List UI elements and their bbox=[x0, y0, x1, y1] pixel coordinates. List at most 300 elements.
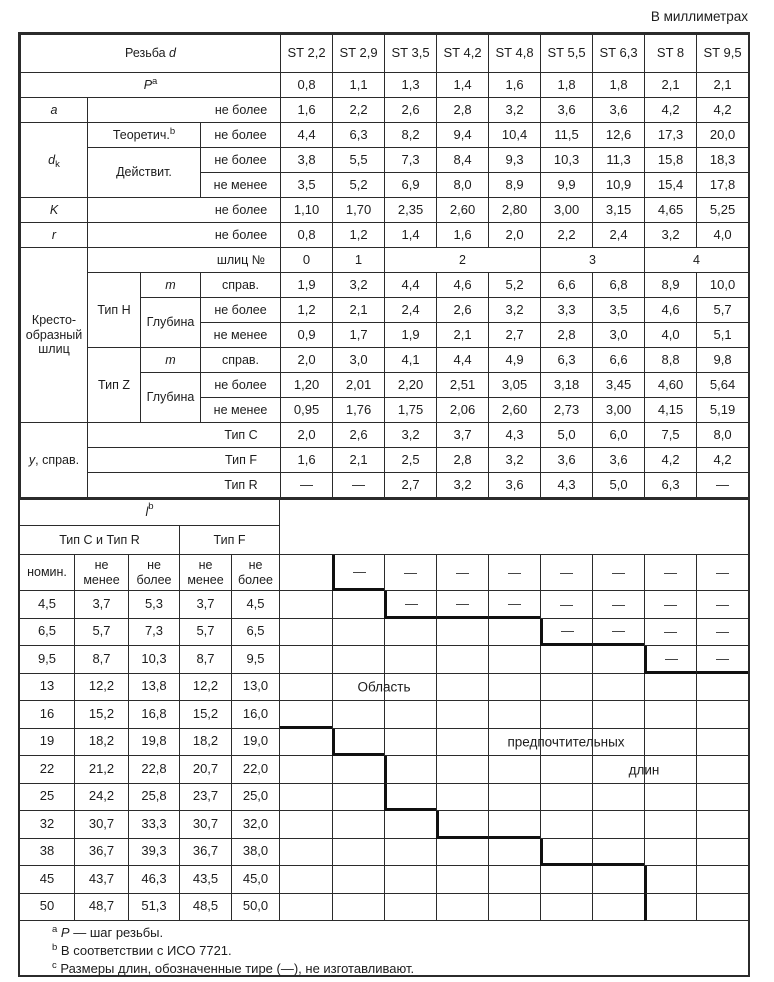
nominal-length-cell: 32 bbox=[20, 811, 75, 839]
dash-cell: — bbox=[644, 591, 696, 619]
upper-table-body bbox=[21, 35, 749, 498]
label-cell: 3 bbox=[541, 248, 645, 273]
value-cell: 11,5 bbox=[541, 123, 593, 148]
label-cell: не более bbox=[201, 373, 281, 398]
value-cell: 3,5 bbox=[593, 298, 645, 323]
label-cell: m bbox=[141, 273, 201, 298]
grid-cell bbox=[280, 646, 332, 674]
grid-cell bbox=[644, 674, 696, 702]
grid-cell bbox=[436, 894, 488, 922]
nominal-length-cell: 13 bbox=[20, 674, 75, 702]
cross-recess-label: Кресто-образный шлиц bbox=[21, 248, 88, 423]
label-cell bbox=[88, 448, 281, 473]
value-cell: 17,8 bbox=[697, 173, 749, 198]
value-cell: 2,2 bbox=[333, 98, 385, 123]
label-cell: не более bbox=[201, 123, 281, 148]
upper-table bbox=[20, 34, 749, 498]
nominal-length-cell: 50 bbox=[20, 894, 75, 922]
dash-cell: — bbox=[644, 646, 696, 674]
value-cell: 17,3 bbox=[645, 123, 697, 148]
grid-cell bbox=[332, 811, 384, 839]
k-label: K bbox=[21, 198, 88, 223]
value-cell: 1,76 bbox=[333, 398, 385, 423]
table-row bbox=[21, 223, 749, 248]
value-cell: 13,0 bbox=[232, 674, 280, 702]
value-cell: 1,2 bbox=[333, 223, 385, 248]
grid-cell bbox=[488, 784, 540, 812]
value-cell: 8,7 bbox=[180, 646, 232, 674]
value-cell: 3,6 bbox=[593, 448, 645, 473]
value-cell: ST 3,5 bbox=[385, 35, 437, 73]
value-cell: 4,4 bbox=[385, 273, 437, 298]
grid-cell bbox=[384, 866, 436, 894]
a-label: a bbox=[21, 98, 88, 123]
value-cell: 1,20 bbox=[281, 373, 333, 398]
preferred-region-label: предпочтительных bbox=[507, 734, 625, 750]
value-cell: 8,4 bbox=[437, 148, 489, 173]
dash-cell: — bbox=[696, 591, 748, 619]
dash-cell: — bbox=[384, 555, 436, 591]
grid-cell bbox=[488, 756, 540, 784]
value-cell: 2,06 bbox=[437, 398, 489, 423]
label-cell: Действит. bbox=[88, 148, 201, 198]
table-row bbox=[21, 198, 749, 223]
value-cell: — bbox=[697, 473, 749, 498]
label-text: Тип R bbox=[224, 477, 258, 492]
value-cell: 25,0 bbox=[232, 784, 280, 812]
grid-cell bbox=[436, 811, 488, 839]
value-cell: 2,8 bbox=[541, 323, 593, 348]
value-cell: 8,0 bbox=[437, 173, 489, 198]
value-cell: 0,9 bbox=[281, 323, 333, 348]
column-header: не менее bbox=[180, 555, 232, 591]
value-cell: 1 bbox=[333, 248, 385, 273]
grid-cell bbox=[696, 811, 748, 839]
grid-cell bbox=[696, 894, 748, 922]
value-cell: 12,2 bbox=[180, 674, 232, 702]
value-cell: 10,9 bbox=[593, 173, 645, 198]
value-cell: 1,6 bbox=[437, 223, 489, 248]
value-cell: 4,3 bbox=[541, 473, 593, 498]
value-cell: ST 5,5 bbox=[541, 35, 593, 73]
value-cell: 3,7 bbox=[180, 591, 232, 619]
grid-cell bbox=[696, 674, 748, 702]
grid-cell bbox=[696, 866, 748, 894]
value-cell: 3,2 bbox=[385, 423, 437, 448]
value-cell: 7,3 bbox=[385, 148, 437, 173]
label-text: шлиц № bbox=[216, 252, 266, 267]
table-row bbox=[21, 148, 749, 173]
grid-cell bbox=[384, 839, 436, 867]
grid-cell bbox=[644, 729, 696, 757]
value-cell: 3,45 bbox=[593, 373, 645, 398]
value-cell: 4,60 bbox=[645, 373, 697, 398]
grid-cell bbox=[332, 729, 384, 757]
value-cell: 4,5 bbox=[232, 591, 280, 619]
value-cell: 4,6 bbox=[645, 298, 697, 323]
value-cell: 1,7 bbox=[333, 323, 385, 348]
dash-cell: — bbox=[696, 646, 748, 674]
length-availability-grid bbox=[280, 500, 748, 921]
grid-cell bbox=[332, 839, 384, 867]
nominal-length-cell: 16 bbox=[20, 701, 75, 729]
dk-label: $d_k$ bbox=[21, 123, 88, 198]
grid-cell bbox=[696, 839, 748, 867]
label-text: Тип F bbox=[225, 452, 257, 467]
grid-cell bbox=[488, 811, 540, 839]
grid-cell bbox=[592, 674, 644, 702]
value-cell: 5,3 bbox=[129, 591, 180, 619]
value-cell: 6,6 bbox=[593, 348, 645, 373]
nominal-length-cell: 45 bbox=[20, 866, 75, 894]
value-cell: 8,9 bbox=[645, 273, 697, 298]
value-cell: 2,35 bbox=[385, 198, 437, 223]
nominal-length-cell: 25 bbox=[20, 784, 75, 812]
value-cell: 5,7 bbox=[697, 298, 749, 323]
lengths-table bbox=[20, 500, 280, 921]
value-cell: 4,2 bbox=[645, 98, 697, 123]
grid-cell bbox=[280, 866, 332, 894]
grid-cell bbox=[644, 811, 696, 839]
grid-cell bbox=[384, 646, 436, 674]
value-cell: 18,2 bbox=[75, 729, 129, 757]
value-cell: 36,7 bbox=[75, 839, 129, 867]
value-cell: 3,6 bbox=[541, 448, 593, 473]
value-cell: ST 8 bbox=[645, 35, 697, 73]
preferred-region-label: длин bbox=[628, 762, 660, 778]
value-cell: 0 bbox=[281, 248, 333, 273]
value-cell: 9,4 bbox=[437, 123, 489, 148]
dash-cell: — bbox=[592, 555, 644, 591]
value-cell: 4,1 bbox=[385, 348, 437, 373]
grid-cell bbox=[332, 784, 384, 812]
grid-cell bbox=[280, 756, 332, 784]
value-cell: 2,8 bbox=[437, 98, 489, 123]
grid-cell bbox=[280, 555, 332, 591]
value-cell: 1,4 bbox=[385, 223, 437, 248]
table-row bbox=[21, 98, 749, 123]
grid-cell bbox=[540, 839, 592, 867]
value-cell: 39,3 bbox=[129, 839, 180, 867]
grid-cell bbox=[540, 784, 592, 812]
dash-cell: — bbox=[488, 555, 540, 591]
value-cell: 10,3 bbox=[129, 646, 180, 674]
value-cell: 15,4 bbox=[645, 173, 697, 198]
value-cell: 1,6 bbox=[489, 73, 541, 98]
grid-cell bbox=[592, 894, 644, 922]
value-cell: 6,3 bbox=[645, 473, 697, 498]
value-cell: 20,7 bbox=[180, 756, 232, 784]
grid-cell bbox=[644, 866, 696, 894]
label-cell bbox=[88, 198, 281, 223]
label-cell: не более bbox=[201, 298, 281, 323]
footnote: $^a$ P — шаг резьбы. bbox=[52, 924, 164, 940]
value-cell: 5,0 bbox=[541, 423, 593, 448]
grid-cell bbox=[592, 784, 644, 812]
value-cell: 5,25 bbox=[697, 198, 749, 223]
grid-cell bbox=[644, 839, 696, 867]
value-cell: 8,2 bbox=[385, 123, 437, 148]
grid-cell bbox=[540, 701, 592, 729]
value-cell: 6,9 bbox=[385, 173, 437, 198]
label-cell: не менее bbox=[201, 323, 281, 348]
value-cell: 2,0 bbox=[489, 223, 541, 248]
value-cell: 3,7 bbox=[437, 423, 489, 448]
table-row bbox=[21, 448, 749, 473]
value-cell: 2,4 bbox=[593, 223, 645, 248]
value-cell: 22,8 bbox=[129, 756, 180, 784]
value-cell: 15,8 bbox=[645, 148, 697, 173]
value-cell: 5,64 bbox=[697, 373, 749, 398]
value-cell: 3,7 bbox=[75, 591, 129, 619]
value-cell: 3,6 bbox=[541, 98, 593, 123]
value-cell: 3,05 bbox=[489, 373, 541, 398]
dash-cell: — bbox=[332, 555, 384, 591]
dash-cell: — bbox=[436, 555, 488, 591]
nominal-length-cell: 19 bbox=[20, 729, 75, 757]
value-cell: 48,7 bbox=[75, 894, 129, 922]
nominal-length-cell: 22 bbox=[20, 756, 75, 784]
grid-cell bbox=[540, 811, 592, 839]
grid-cell bbox=[488, 674, 540, 702]
grid-cell bbox=[592, 646, 644, 674]
value-cell: 6,3 bbox=[333, 123, 385, 148]
dash-cell: — bbox=[592, 591, 644, 619]
label-cell: не более bbox=[201, 148, 281, 173]
value-cell: 30,7 bbox=[75, 811, 129, 839]
value-cell: 3,5 bbox=[281, 173, 333, 198]
grid-cell bbox=[332, 866, 384, 894]
grid-cell bbox=[696, 784, 748, 812]
value-cell: 0,95 bbox=[281, 398, 333, 423]
merged-blank-cell bbox=[280, 500, 748, 555]
dash-cell: — bbox=[436, 591, 488, 619]
label-cell bbox=[88, 423, 281, 448]
grid-cell bbox=[436, 866, 488, 894]
value-cell: ST 6,3 bbox=[593, 35, 645, 73]
value-cell: 1,4 bbox=[437, 73, 489, 98]
value-cell: 2,1 bbox=[333, 448, 385, 473]
table-row bbox=[21, 35, 749, 73]
value-cell: 16,8 bbox=[129, 701, 180, 729]
grid-cell bbox=[280, 701, 332, 729]
label-text: не более bbox=[214, 227, 268, 242]
grid-cell bbox=[488, 894, 540, 922]
grid-cell bbox=[540, 674, 592, 702]
grid-cell bbox=[696, 756, 748, 784]
thread-label: Резьба d bbox=[21, 35, 281, 73]
value-cell: 5,5 bbox=[333, 148, 385, 173]
value-cell: 16,0 bbox=[232, 701, 280, 729]
grid-cell bbox=[436, 839, 488, 867]
value-cell: 19,8 bbox=[129, 729, 180, 757]
value-cell: 3,2 bbox=[489, 298, 541, 323]
value-cell: 46,3 bbox=[129, 866, 180, 894]
value-cell: 1,1 bbox=[333, 73, 385, 98]
grid-cell bbox=[332, 894, 384, 922]
group-header-f: Тип F bbox=[180, 526, 280, 555]
grid-cell bbox=[384, 701, 436, 729]
value-cell: 3,3 bbox=[541, 298, 593, 323]
label-cell: 4 bbox=[645, 248, 749, 273]
table-row bbox=[21, 423, 749, 448]
value-cell: 12,2 bbox=[75, 674, 129, 702]
value-cell: 2,1 bbox=[333, 298, 385, 323]
column-header: не более bbox=[129, 555, 180, 591]
value-cell: 43,5 bbox=[180, 866, 232, 894]
grid-cell bbox=[280, 674, 332, 702]
label-cell: Глубина bbox=[141, 373, 201, 423]
value-cell: 2,20 bbox=[385, 373, 437, 398]
value-cell: 2,80 bbox=[489, 198, 541, 223]
footnote: $^c$ Размеры длин, обозначенные тире (—), не изготавливают. bbox=[52, 960, 415, 976]
value-cell: 8,9 bbox=[489, 173, 541, 198]
value-cell: 4,2 bbox=[697, 98, 749, 123]
grid-cell bbox=[280, 894, 332, 922]
grid-cell bbox=[384, 784, 436, 812]
footnote: $^b$ В соответствии с ИСО 7721. bbox=[52, 942, 232, 958]
grid-cell bbox=[384, 811, 436, 839]
grid-cell bbox=[488, 701, 540, 729]
value-cell: ST 2,2 bbox=[281, 35, 333, 73]
r-label: r bbox=[21, 223, 88, 248]
lengths-section bbox=[20, 498, 748, 921]
value-cell: 50,0 bbox=[232, 894, 280, 922]
value-cell: 2,73 bbox=[541, 398, 593, 423]
value-cell: 12,6 bbox=[593, 123, 645, 148]
label-cell: справ. bbox=[201, 273, 281, 298]
label-cell: Глубина bbox=[141, 298, 201, 348]
value-cell: 2,1 bbox=[437, 323, 489, 348]
value-cell: 11,3 bbox=[593, 148, 645, 173]
value-cell: 33,3 bbox=[129, 811, 180, 839]
grid-cell bbox=[644, 701, 696, 729]
grid-cell bbox=[644, 784, 696, 812]
value-cell: 2,6 bbox=[333, 423, 385, 448]
grid-cell bbox=[488, 619, 540, 647]
grid-cell bbox=[436, 646, 488, 674]
value-cell: 4,2 bbox=[697, 448, 749, 473]
value-cell: 24,2 bbox=[75, 784, 129, 812]
value-cell: 13,8 bbox=[129, 674, 180, 702]
value-cell: 5,2 bbox=[489, 273, 541, 298]
column-header: не более bbox=[232, 555, 280, 591]
value-cell: 9,8 bbox=[697, 348, 749, 373]
column-header: номин. bbox=[20, 555, 75, 591]
value-cell: 10,4 bbox=[489, 123, 541, 148]
grid-cell bbox=[280, 619, 332, 647]
label-cell: Теоретич.$^b$ bbox=[88, 123, 201, 148]
value-cell: 4,2 bbox=[645, 448, 697, 473]
value-cell: 5,0 bbox=[593, 473, 645, 498]
label-cell: Тип H bbox=[88, 273, 141, 348]
label-cell: не менее bbox=[201, 398, 281, 423]
value-cell: ST 4,8 bbox=[489, 35, 541, 73]
grid-cell bbox=[332, 756, 384, 784]
label-cell bbox=[88, 223, 281, 248]
dash-cell: — bbox=[540, 555, 592, 591]
value-cell: 1,75 bbox=[385, 398, 437, 423]
grid-cell bbox=[280, 729, 332, 757]
value-cell: 1,6 bbox=[281, 98, 333, 123]
value-cell: 3,6 bbox=[593, 98, 645, 123]
value-cell: ST 4,2 bbox=[437, 35, 489, 73]
value-cell: 2,7 bbox=[489, 323, 541, 348]
value-cell: 1,6 bbox=[281, 448, 333, 473]
value-cell: 38,0 bbox=[232, 839, 280, 867]
grid-cell bbox=[280, 811, 332, 839]
value-cell: 2,1 bbox=[645, 73, 697, 98]
value-cell: 15,2 bbox=[180, 701, 232, 729]
value-cell: 4,4 bbox=[281, 123, 333, 148]
value-cell: 2,1 bbox=[697, 73, 749, 98]
value-cell: 1,70 bbox=[333, 198, 385, 223]
value-cell: 1,2 bbox=[281, 298, 333, 323]
value-cell: ST 9,5 bbox=[697, 35, 749, 73]
value-cell: ST 2,9 bbox=[333, 35, 385, 73]
y-label: y, справ. bbox=[21, 423, 88, 498]
grid-cell bbox=[488, 866, 540, 894]
value-cell: 25,8 bbox=[129, 784, 180, 812]
table-row bbox=[21, 473, 749, 498]
label-cell: справ. bbox=[201, 348, 281, 373]
grid-cell bbox=[436, 674, 488, 702]
label-cell: m bbox=[141, 348, 201, 373]
value-cell: 2,01 bbox=[333, 373, 385, 398]
value-cell: 51,3 bbox=[129, 894, 180, 922]
grid-cell bbox=[332, 619, 384, 647]
value-cell: — bbox=[281, 473, 333, 498]
value-cell: 5,19 bbox=[697, 398, 749, 423]
value-cell: 2,4 bbox=[385, 298, 437, 323]
value-cell: 18,2 bbox=[180, 729, 232, 757]
value-cell: 1,9 bbox=[385, 323, 437, 348]
preferred-region-label: Область bbox=[357, 679, 411, 695]
nominal-length-cell: 9,5 bbox=[20, 646, 75, 674]
value-cell: 3,2 bbox=[645, 223, 697, 248]
value-cell: 9,5 bbox=[232, 646, 280, 674]
value-cell: 4,65 bbox=[645, 198, 697, 223]
unit-label: В миллиметрах bbox=[650, 9, 748, 24]
table-row bbox=[21, 348, 749, 373]
value-cell: 3,15 bbox=[593, 198, 645, 223]
value-cell: 36,7 bbox=[180, 839, 232, 867]
table-row bbox=[21, 273, 749, 298]
value-cell: 18,3 bbox=[697, 148, 749, 173]
value-cell: 2,8 bbox=[437, 448, 489, 473]
value-cell: 10,0 bbox=[697, 273, 749, 298]
value-cell: 3,6 bbox=[489, 473, 541, 498]
nominal-length-cell: 4,5 bbox=[20, 591, 75, 619]
grid-cell bbox=[696, 701, 748, 729]
value-cell: 7,5 bbox=[645, 423, 697, 448]
value-cell: 23,7 bbox=[180, 784, 232, 812]
grid-cell bbox=[488, 839, 540, 867]
grid-cell bbox=[384, 729, 436, 757]
value-cell: 30,7 bbox=[180, 811, 232, 839]
value-cell: 2,0 bbox=[281, 423, 333, 448]
dash-cell: — bbox=[592, 619, 644, 647]
value-cell: 4,15 bbox=[645, 398, 697, 423]
value-cell: 3,00 bbox=[541, 198, 593, 223]
table-row bbox=[21, 248, 749, 273]
value-cell: 6,5 bbox=[232, 619, 280, 647]
grid-cell bbox=[384, 756, 436, 784]
dash-cell: — bbox=[540, 619, 592, 647]
value-cell: 3,2 bbox=[333, 273, 385, 298]
grid-cell bbox=[592, 811, 644, 839]
value-cell: 1,8 bbox=[593, 73, 645, 98]
